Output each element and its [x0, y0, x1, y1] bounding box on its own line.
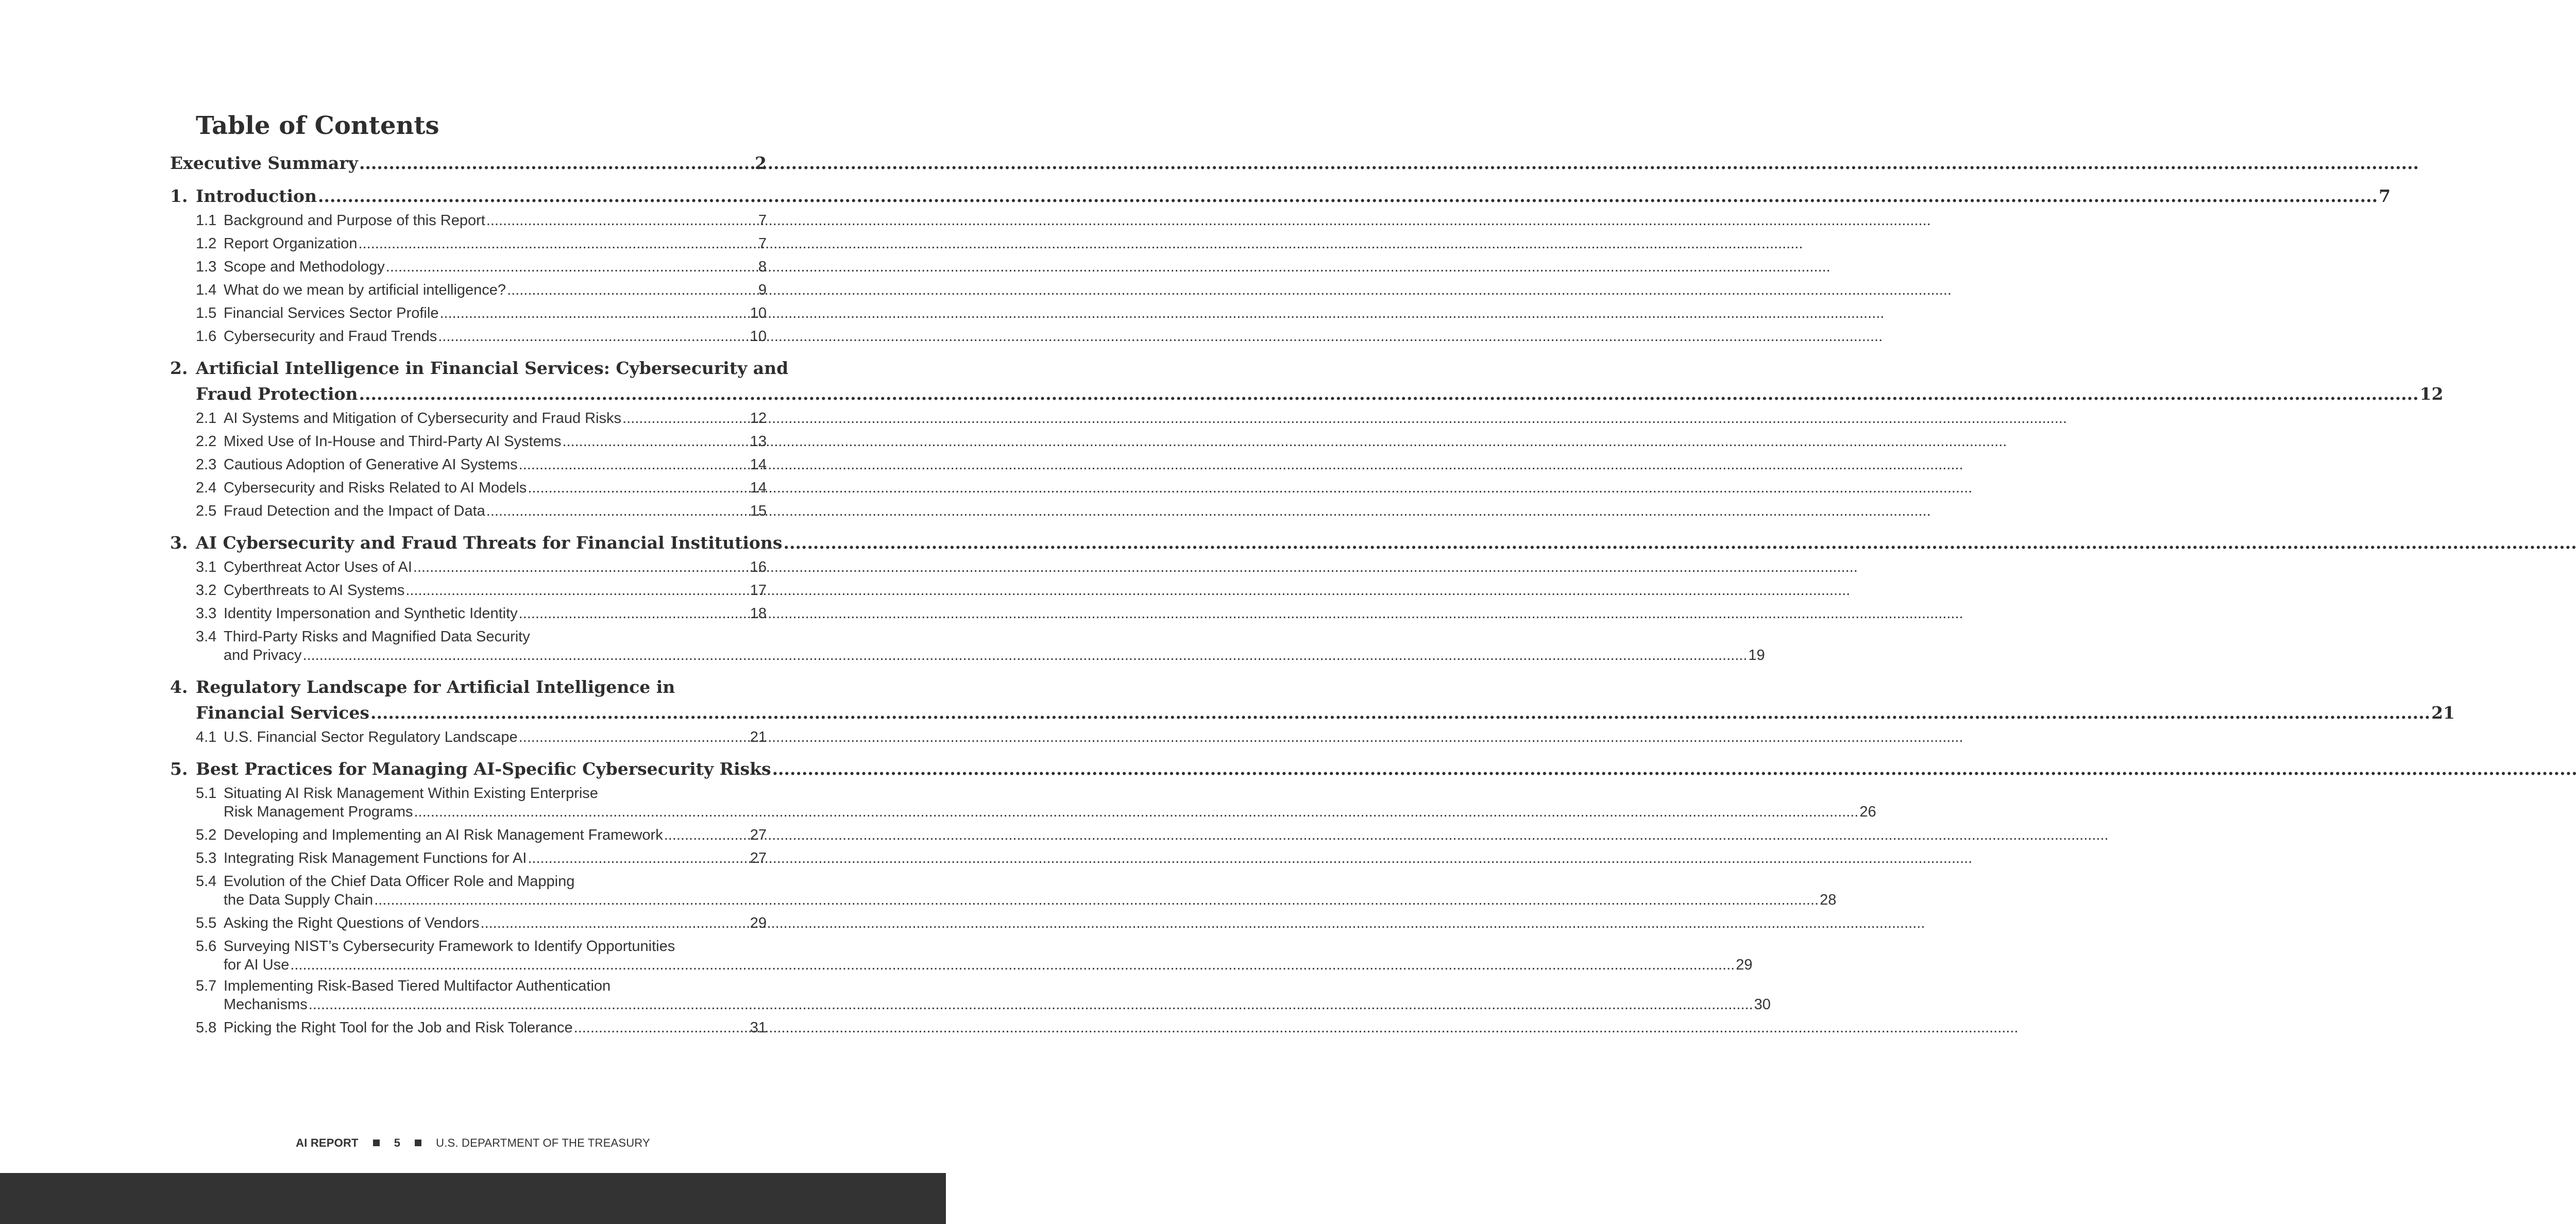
subentry-body — [224, 627, 1765, 665]
subentry-last-row — [224, 646, 1765, 665]
subentry-body — [224, 784, 1876, 821]
section-heading-line: Regulatory Landscape for Artificial Intelligence in — [196, 677, 675, 697]
toc-section — [170, 355, 2444, 530]
toc-subentry-label — [196, 302, 438, 325]
toc-entry-page: 30 — [1754, 996, 1771, 1013]
toc-subentry[interactable] — [170, 477, 767, 500]
toc-entry-page: 2 — [755, 153, 767, 173]
subentry-text: and Privacy — [224, 647, 302, 664]
toc-subentry[interactable] — [170, 325, 767, 348]
toc-subentry[interactable] — [170, 627, 1765, 665]
bottom-bar — [0, 1173, 946, 1224]
section-heading-row — [196, 381, 2444, 407]
subentry-number: 1.4 — [196, 282, 217, 298]
subentry-number: 2.1 — [196, 410, 217, 427]
toc-subentry-label — [196, 847, 527, 870]
subentry-number: 5.4 — [196, 873, 217, 890]
toc-section-heading[interactable] — [170, 355, 2444, 407]
toc-sections — [170, 183, 2455, 1047]
toc-section — [170, 183, 2391, 355]
toc-entry-page: 9 — [758, 282, 767, 298]
dot-leader — [486, 500, 749, 523]
subentry-text: Cyberthreat Actor Uses of AI — [224, 559, 412, 575]
subentry-text: Cyberthreats to AI Systems — [224, 582, 405, 599]
toc-section-heading[interactable] — [170, 674, 2455, 726]
subentry-text: Cautious Adoption of Generative AI Systems — [224, 456, 518, 473]
dot-leader — [574, 1016, 749, 1040]
dot-leader — [439, 302, 749, 325]
toc-subentry[interactable] — [170, 232, 767, 256]
toc-entry-page: 12 — [2419, 384, 2444, 404]
table-of-contents — [170, 150, 2455, 1047]
toc-subentry-label — [196, 556, 412, 579]
toc-entry-page: 21 — [2431, 703, 2455, 723]
subentry-number: 1.2 — [196, 235, 217, 252]
dot-leader — [438, 325, 749, 348]
subentry-last-row — [224, 956, 1752, 974]
section-heading-row — [196, 756, 2576, 782]
toc-subentry[interactable] — [170, 726, 767, 749]
section-heading-body — [196, 530, 2576, 556]
toc-subentry[interactable] — [170, 1016, 767, 1040]
toc-subentry-label — [196, 579, 404, 602]
subentry-text: Fraud Detection and the Impact of Data — [224, 503, 485, 519]
subentry-number: 3.1 — [196, 559, 217, 575]
dot-leader — [359, 381, 2419, 407]
toc-entry-executive-summary[interactable] — [170, 150, 767, 176]
subentry-number: 1.6 — [196, 328, 217, 345]
toc-subentry[interactable] — [170, 602, 767, 625]
subentry-text: AI Systems and Mitigation of Cybersecurity and Fraud Risks — [224, 410, 622, 427]
dot-leader — [374, 891, 1819, 909]
dot-leader — [528, 847, 749, 870]
section-number: 4. — [170, 677, 188, 697]
toc-subentry-label — [196, 1016, 573, 1040]
toc-subentry[interactable] — [170, 500, 767, 523]
section-heading-row — [196, 183, 2391, 209]
subentry-number: 1.5 — [196, 305, 217, 321]
subentry-text: Identity Impersonation and Synthetic Identity — [224, 605, 518, 622]
square-separator-icon — [373, 1140, 380, 1146]
toc-entry-page: 10 — [750, 305, 767, 321]
subentry-number: 5.8 — [196, 1019, 217, 1036]
toc-entry-page: 7 — [758, 212, 767, 229]
section-heading-row — [196, 530, 2576, 556]
toc-subentry-label — [196, 430, 561, 453]
section-number: 2. — [170, 358, 188, 378]
section-heading-body — [196, 355, 2444, 407]
toc-entry-page: 21 — [750, 729, 767, 745]
toc-subentry-label — [196, 325, 437, 348]
section-heading-line: Fraud Protection — [196, 384, 358, 404]
square-separator-icon — [415, 1140, 421, 1146]
section-heading-row — [196, 700, 2455, 726]
footer-page-number: 5 — [394, 1136, 401, 1149]
toc-subentry[interactable] — [170, 453, 767, 477]
subentry-last-row — [224, 803, 1876, 821]
toc-subentry-label — [196, 256, 385, 279]
subentry-text: Cybersecurity and Risks Related to AI Models — [224, 480, 527, 496]
dot-leader — [303, 646, 1748, 665]
toc-subentry[interactable] — [170, 302, 767, 325]
page-title: Table of Contents — [196, 111, 439, 140]
toc-entry-page: 16 — [750, 559, 767, 575]
toc-subentry[interactable] — [170, 279, 767, 302]
toc-subentry-label — [196, 209, 485, 232]
toc-entry-page: 15 — [750, 503, 767, 519]
toc-entry-page: 29 — [750, 915, 767, 931]
dot-leader — [405, 579, 749, 602]
subentry-number: 3.4 — [196, 628, 217, 645]
subentry-last-row — [224, 995, 1771, 1014]
dot-leader — [481, 912, 749, 935]
dot-leader — [783, 530, 2576, 556]
subentry-number: 5.5 — [196, 915, 217, 931]
subentry-last-row — [224, 891, 1836, 909]
subentry-text: Risk Management Programs — [224, 804, 413, 820]
subentry-text: Implementing Risk-Based Tiered Multifactor Authentication — [224, 978, 611, 994]
toc-subentry-label — [196, 602, 518, 625]
footer-report-name: AI REPORT — [296, 1136, 359, 1149]
toc-section — [170, 674, 2455, 756]
toc-section — [170, 756, 1876, 1047]
toc-entry-page: 14 — [750, 456, 767, 473]
subentry-number: 1.1 — [196, 212, 217, 229]
toc-subentry[interactable] — [170, 784, 1876, 821]
subentry-text: for AI Use — [224, 957, 290, 973]
dot-leader — [309, 995, 1753, 1014]
page-footer — [0, 1136, 946, 1150]
toc-entry-page: 28 — [1820, 892, 1837, 908]
toc-subentry-label — [196, 500, 485, 523]
dot-leader — [772, 756, 2576, 782]
section-heading-line: Artificial Intelligence in Financial Services: Cybersecurity and — [196, 358, 789, 378]
toc-section-heading[interactable] — [170, 183, 2391, 209]
section-heading-body — [196, 183, 2391, 209]
subentry-text: the Data Supply Chain — [224, 892, 374, 908]
subentry-text: Surveying NIST’s Cybersecurity Framework to Identify Opportunities — [224, 938, 675, 955]
subentry-text: Mechanisms — [224, 996, 308, 1013]
subentry-number: 2.2 — [196, 433, 217, 450]
toc-entry-page: 7 — [758, 235, 767, 252]
subentry-text: U.S. Financial Sector Regulatory Landscape — [224, 729, 518, 745]
toc-entry-page: 26 — [1859, 804, 1876, 820]
subentry-number: 3.2 — [196, 582, 217, 599]
toc-subentry[interactable] — [170, 256, 767, 279]
toc-subentry[interactable] — [170, 407, 767, 430]
subentry-number: 2.3 — [196, 456, 217, 473]
toc-subentry-label — [196, 232, 358, 256]
subentry-body — [224, 937, 1752, 974]
toc-subentry[interactable] — [170, 556, 767, 579]
toc-subentry-label — [196, 407, 621, 430]
toc-subentry[interactable] — [170, 977, 1771, 1014]
toc-entry-page: 14 — [750, 480, 767, 496]
section-heading-line: AI Cybersecurity and Fraud Threats for Financial Institutions — [196, 533, 783, 553]
subentry-number: 4.1 — [196, 729, 217, 745]
dot-leader — [507, 279, 757, 302]
toc-entry-label: Executive Summary — [170, 153, 358, 173]
dot-leader — [318, 183, 2378, 209]
toc-entry-page: 19 — [1748, 647, 1765, 664]
toc-subentry[interactable] — [170, 824, 767, 847]
toc-entry-page: 12 — [750, 410, 767, 427]
dot-leader — [414, 803, 1858, 821]
subentry-body — [224, 872, 1836, 909]
dot-leader — [664, 824, 749, 847]
toc-subentry-label — [196, 726, 518, 749]
toc-section-heading[interactable] — [170, 530, 783, 556]
section-heading-body — [196, 674, 2455, 726]
subentry-number: 5.3 — [196, 850, 217, 866]
section-heading-line: Introduction — [196, 186, 317, 206]
toc-subentry[interactable] — [170, 912, 767, 935]
subentry-text: What do we mean by artificial intelligence? — [224, 282, 506, 298]
dot-leader — [290, 956, 1735, 974]
subentry-number: 2.4 — [196, 480, 217, 496]
subentry-text: Picking the Right Tool for the Job and Risk Tolerance — [224, 1019, 573, 1036]
dot-leader — [519, 602, 749, 625]
toc-subentry-label — [196, 477, 527, 500]
toc-subentry[interactable] — [170, 209, 767, 232]
section-number: 1. — [170, 186, 188, 206]
dot-leader — [528, 477, 749, 500]
subentry-text: Report Organization — [224, 235, 358, 252]
dot-leader — [370, 700, 2430, 726]
subentry-text: Mixed Use of In-House and Third-Party AI Systems — [224, 433, 562, 450]
toc-entry-page: 13 — [750, 433, 767, 450]
footer-department: U.S. DEPARTMENT OF THE TREASURY — [436, 1136, 650, 1149]
subentry-text: Situating AI Risk Management Within Existing Enterprise — [224, 785, 598, 802]
dot-leader — [413, 556, 749, 579]
dot-leader — [486, 209, 757, 232]
toc-subentry-label — [196, 912, 480, 935]
subentry-number: 5.2 — [196, 827, 217, 843]
subentry-number: 1.3 — [196, 259, 217, 275]
toc-subentry-label — [196, 279, 506, 302]
toc-subentry[interactable] — [170, 847, 767, 870]
subentry-number: 5.6 — [196, 938, 217, 955]
section-heading-body — [196, 756, 2576, 782]
subentry-number: 5.1 — [196, 785, 217, 802]
subentry-text: Scope and Methodology — [224, 259, 385, 275]
toc-entry-page: 27 — [750, 827, 767, 843]
dot-leader — [622, 407, 749, 430]
toc-subentry[interactable] — [170, 937, 1753, 974]
subentry-number: 5.7 — [196, 978, 217, 994]
section-number: 3. — [170, 533, 188, 553]
toc-entry-page: 7 — [2379, 186, 2391, 206]
toc-section — [170, 530, 1765, 674]
toc-entry-page: 29 — [1736, 957, 1753, 973]
toc-subentry[interactable] — [170, 872, 1837, 909]
dot-leader — [386, 256, 757, 279]
subentry-text: Financial Services Sector Profile — [224, 305, 439, 321]
subentry-text: Integrating Risk Management Functions for AI — [224, 850, 527, 866]
toc-section-heading[interactable] — [170, 756, 771, 782]
subentry-number: 3.3 — [196, 605, 217, 622]
toc-entry-page: 31 — [750, 1019, 767, 1036]
toc-entry-page: 10 — [750, 328, 767, 345]
toc-entry-page: 8 — [758, 259, 767, 275]
toc-subentry[interactable] — [170, 579, 767, 602]
dot-leader — [519, 726, 749, 749]
subentry-text: Developing and Implementing an AI Risk Management Framework — [224, 827, 663, 843]
dot-leader — [519, 453, 749, 477]
toc-entry-page: 27 — [750, 850, 767, 866]
section-heading-line: Financial Services — [196, 703, 369, 723]
dot-leader — [359, 232, 757, 256]
toc-entry-page: 18 — [750, 605, 767, 622]
subentry-text: Cybersecurity and Fraud Trends — [224, 328, 437, 345]
section-number: 5. — [170, 759, 188, 779]
subentry-body — [224, 977, 1771, 1014]
toc-subentry-label — [196, 453, 518, 477]
subentry-text: Evolution of the Chief Data Officer Role and Mapping — [224, 873, 575, 890]
subentry-number: 2.5 — [196, 503, 217, 519]
section-heading-line: Best Practices for Managing AI-Specific Cybersecurity Risks — [196, 759, 771, 779]
subentry-text: Third-Party Risks and Magnified Data Security — [224, 628, 530, 645]
toc-subentry[interactable] — [170, 430, 767, 453]
subentry-text: Asking the Right Questions of Vendors — [224, 915, 480, 931]
dot-leader — [562, 430, 749, 453]
toc-subentry-label — [196, 824, 663, 847]
dot-leader — [359, 150, 754, 176]
toc-entry-page: 17 — [750, 582, 767, 599]
subentry-text: Background and Purpose of this Report — [224, 212, 485, 229]
